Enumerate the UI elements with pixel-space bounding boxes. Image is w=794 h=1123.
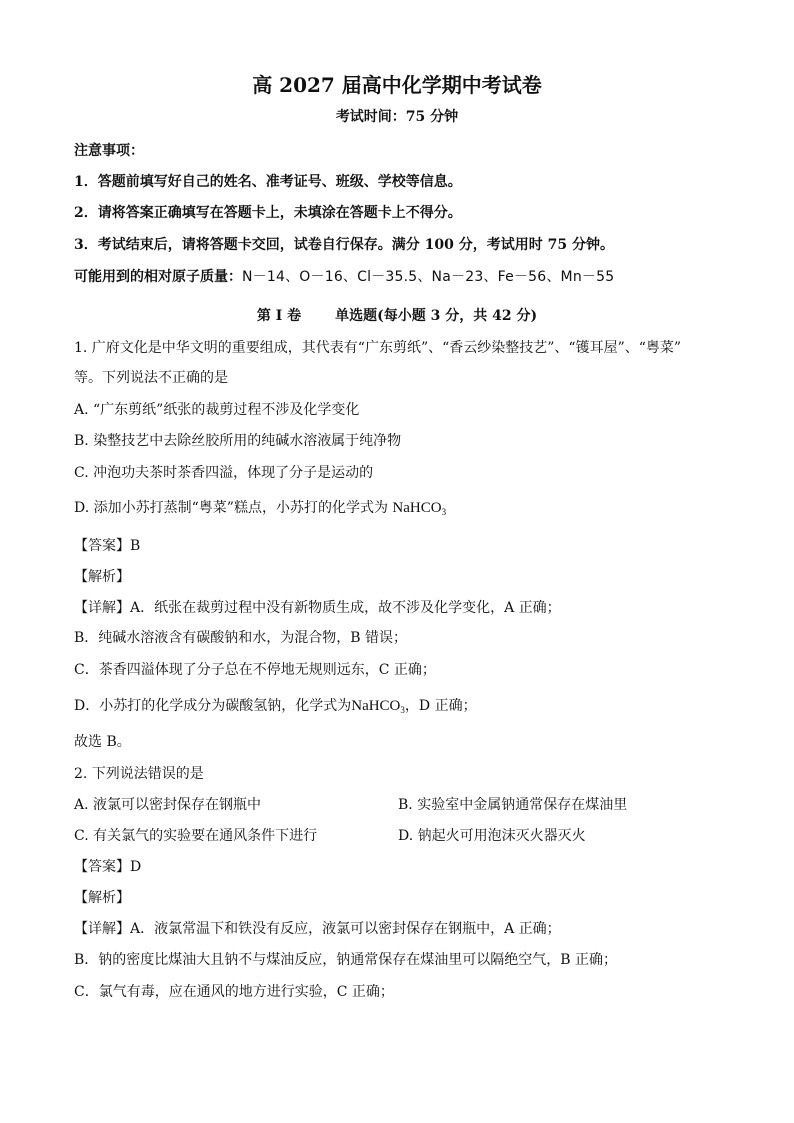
q1-conclusion: 故选 B。 — [74, 734, 131, 750]
section-part: 第 I 卷 — [256, 308, 302, 324]
notes-heading: 注意事项： — [74, 143, 144, 159]
q1-detail-d — [74, 696, 477, 720]
q1-detail-d-text: D．小苏打的化学成分为碳酸氢钠，化学式为 — [74, 698, 352, 714]
q2-answer: 【答案】D — [74, 859, 142, 875]
q2-option-d: D. 钠起火可用泡沫灭火器灭火 — [398, 828, 586, 844]
q2-detail-c: C．氯气有毒，应在通风的地方进行实验，C 正确； — [74, 984, 394, 1000]
note-item-3: 3．考试结束后，请将答题卡交回，试卷自行保存。满分 100 分，考试用时 75 分钟。 — [74, 237, 614, 253]
note-item-1: 1．答题前填写好自己的姓名、准考证号、班级、学校等信息。 — [74, 174, 462, 190]
exam-title: 高 2027 届高中化学期中考试卷 — [252, 73, 542, 97]
q1-stem-line2: 等。下列说法不正确的是 — [74, 370, 228, 386]
atomic-mass-label: 可能用到的相对原子质量： — [74, 269, 242, 285]
q1-detail-c: C．茶香四溢体现了分子总在不停地无规则远东，C 正确； — [74, 662, 436, 678]
q1-option-d — [74, 498, 446, 522]
section-title: 单选题(每小题 3 分，共 42 分) — [335, 308, 538, 324]
q2-option-b: B. 实验室中金属钠通常保存在煤油里 — [398, 797, 628, 813]
formula-main: NaHCO — [351, 698, 401, 714]
atomic-mass-line — [74, 267, 614, 287]
q1-analysis: 【解析】 — [74, 569, 130, 585]
q1-answer: 【答案】B — [74, 538, 141, 554]
section-heading — [0, 306, 794, 326]
q2-option-a: A. 液氯可以密封保存在钢瓶中 — [74, 797, 262, 813]
q2-stem: 2. 下列说法错误的是 — [74, 766, 204, 782]
q1-detail-a: 【详解】A．纸张在裁剪过程中没有新物质生成，故不涉及化学变化，A 正确； — [74, 600, 561, 616]
q1-detail-d-tail: ，D 正确； — [404, 698, 477, 714]
atomic-mass-values: N－14、O－16、Cl－35.5、Na－23、Fe－56、Mn－55 — [242, 269, 615, 285]
q1-detail-b: B．纯碱水溶液含有碳酸钠和水，为混合物，B 错误； — [74, 630, 408, 646]
formula-main: NaHCO — [392, 500, 442, 516]
q2-option-c: C. 有关氯气的实验要在通风条件下进行 — [74, 828, 318, 844]
formula-sub: 3 — [400, 705, 405, 715]
q1-stem-line1: 1. 广府文化是中华文明的重要组成，其代表有“广东剪纸”、“香云纱染整技艺”、“镬耳屋”、“粤菜” — [74, 340, 682, 356]
note-item-2: 2．请将答案正确填写在答题卡上，未填涂在答题卡上不得分。 — [74, 205, 462, 221]
q2-detail-b: B．钠的密度比煤油大且钠不与煤油反应，钠通常保存在煤油里可以隔绝空气，B 正确； — [74, 952, 618, 968]
q1-option-d-formula — [392, 500, 446, 516]
q1-option-d-text: D. 添加小苏打蒸制“粤菜”糕点，小苏打的化学式为 — [74, 500, 388, 516]
q1-detail-d-formula — [351, 698, 405, 714]
formula-sub: 3 — [441, 507, 447, 517]
q2-analysis: 【解析】 — [74, 890, 130, 906]
q1-option-a: A. “广东剪纸”纸张的裁剪过程不涉及化学变化 — [74, 402, 360, 418]
exam-time: 考试时间：75 分钟 — [335, 109, 459, 125]
q1-option-c: C. 冲泡功夫茶时茶香四溢，体现了分子是运动的 — [74, 465, 374, 481]
q1-option-b: B. 染整技艺中去除丝胶所用的纯碱水溶液属于纯净物 — [74, 433, 402, 449]
q2-detail-a: 【详解】A．液氯常温下和铁没有反应，液氯可以密封保存在钢瓶中，A 正确； — [74, 921, 561, 937]
